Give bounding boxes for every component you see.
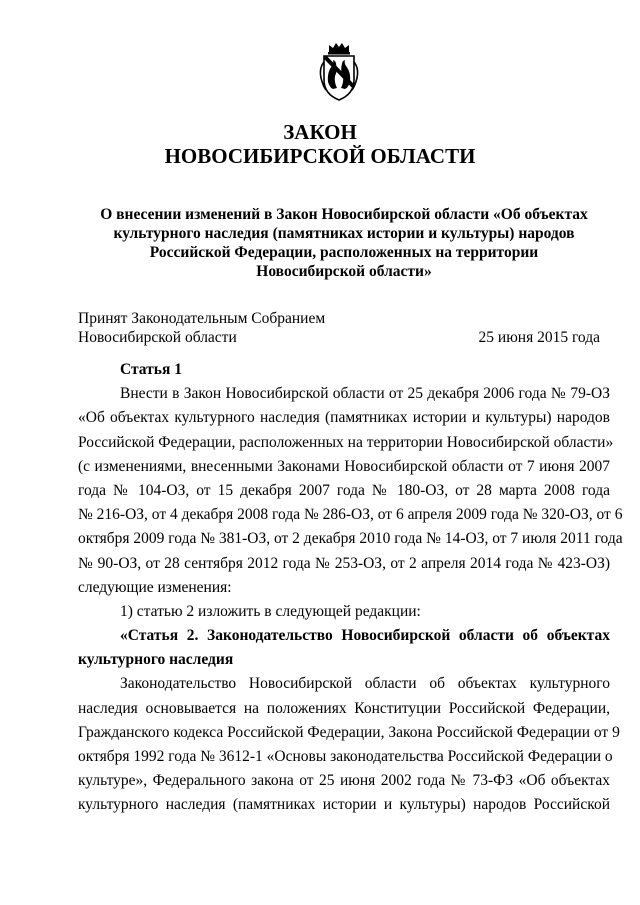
adoption-block [78, 309, 608, 347]
article-1-item: 1) статью 2 изложить в следующей редакции: [120, 602, 421, 620]
adoption-date: 25 июня 2015 года [478, 329, 600, 346]
adoption-line: Новосибирской области [78, 329, 237, 346]
article-1-line: Внести в Закон Новосибирской области от 25 декабря 2006 года № 79-ОЗ [120, 385, 610, 403]
article-1-line: Российской Федерации, расположенных на территории Новосибирской области» [78, 433, 614, 451]
adoption-line: Принят Законодательным Собранием [78, 310, 326, 327]
article-2-line: октября 1992 года № 3612-1 «Основы законодательства Российской Федерации о [78, 748, 613, 765]
law-title: ЗАКОН [283, 120, 357, 144]
article-1-line: № 90-ОЗ, от 28 сентября 2012 года № 253-ОЗ, от 2 апреля 2014 года № 423-ОЗ) [78, 554, 610, 572]
subtitle-line: культурного наследия (памятниках истории и культуры) народов [113, 225, 575, 242]
article-2-line: Гражданского кодекса Российской Федерации, Закона Российской Федерации от 9 [78, 723, 620, 741]
subtitle-line: Российской Федерации, расположенных на территории [149, 244, 539, 261]
article-1-line: следующие изменения: [78, 578, 232, 596]
article-1-heading: Статья 1 [120, 361, 182, 378]
article-2-line: культурного наследия (памятниках истории и культуры) народов Российской [78, 796, 610, 814]
article-2-line: Законодательство Новосибирской области об объектах культурного [120, 675, 610, 693]
article-1-line: № 216-ОЗ, от 4 декабря 2008 года № 286-ОЗ, от 6 апреля 2009 года № 320-ОЗ, от 6 [78, 506, 623, 524]
law-subtitle [78, 205, 610, 281]
coat-of-arms-icon [316, 42, 362, 102]
article-2-heading: «Статья 2. Законодательство Новосибирской области об объектах [120, 627, 610, 645]
law-body [78, 358, 623, 818]
adoption-line-row [78, 328, 608, 347]
article-2-line: наследия основывается на положениях Конституции Российской Федерации, [78, 699, 610, 717]
article-1-line: «Об объектах культурного наследия (памятниках истории и культуры) народов [78, 409, 610, 427]
article-2-line: культуре», Федерального закона от 25 июня 2002 года № 73-ФЗ «Об объектах [78, 772, 610, 790]
article-2-heading: культурного наследия [78, 651, 234, 669]
subtitle-line: О внесении изменений в Закон Новосибирской области «Об объектах [100, 206, 588, 223]
article-1-line: года № 104-ОЗ, от 15 декабря 2007 года № 180-ОЗ, от 28 марта 2008 года [78, 481, 610, 499]
article-1-line: октября 2009 года № 381-ОЗ, от 2 декабря 2010 года № 14-ОЗ, от 7 июля 2011 года [78, 530, 623, 548]
article-1-line: (с изменениями, внесенными Законами Новосибирской области от 7 июня 2007 [78, 457, 610, 475]
subtitle-line: Новосибирской области» [256, 263, 432, 280]
law-region-title: НОВОСИБИРСКОЙ ОБЛАСТИ [164, 144, 476, 168]
